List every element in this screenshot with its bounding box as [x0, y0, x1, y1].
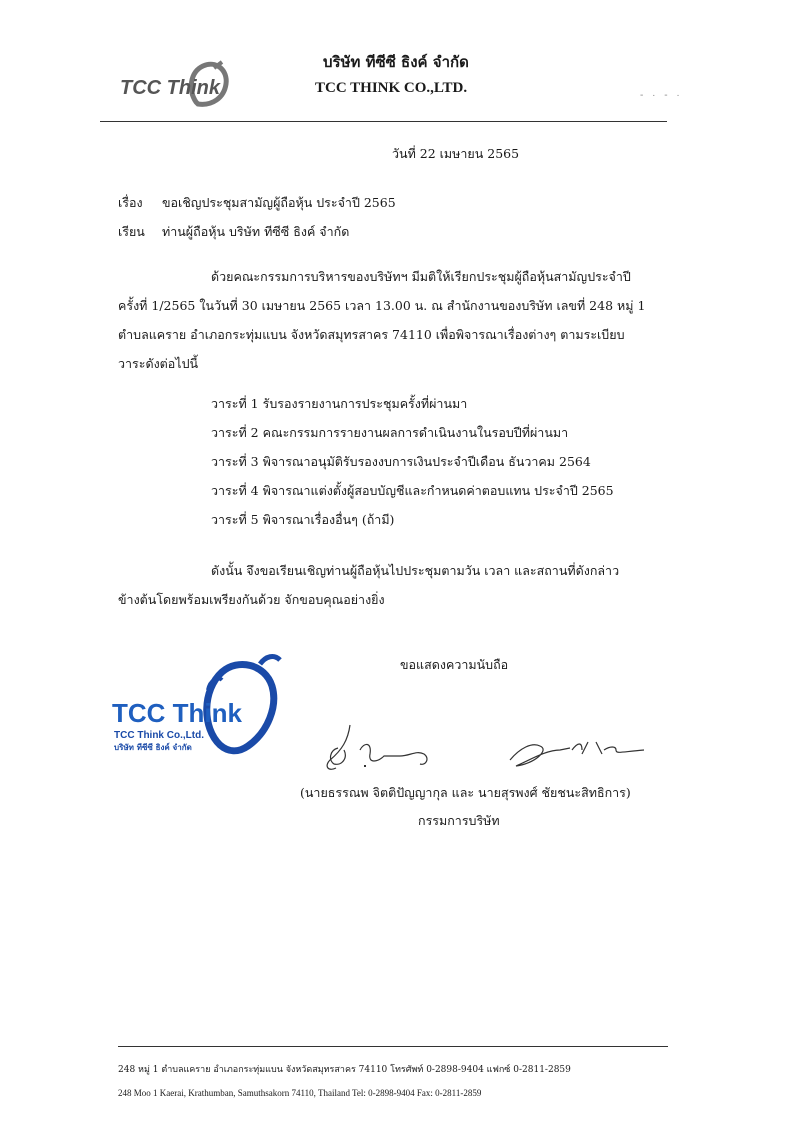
paragraph1-line: ครั้งที่ 1/2565 ในวันที่ 30 เมษายน 2565 เวลา 13.00 น. ณ สำนักงานของบริษัท เลขที่ 248 หมู่ 1: [118, 298, 646, 313]
recipient-label: เรียน: [118, 224, 145, 239]
header-divider: [100, 121, 667, 122]
agenda-item: วาระที่ 1 รับรองรายงานการประชุมครั้งที่ผ่านมา: [211, 396, 468, 411]
closing-text: ขอแสดงความนับถือ: [400, 657, 509, 672]
paragraph1-line: วาระดังต่อไปนี้: [118, 356, 199, 371]
signatory-title: กรรมการบริษัท: [418, 813, 500, 828]
header-logo-text: TCC Think: [120, 77, 220, 99]
paragraph2-line: ข้างต้นโดยพร้อมเพรียงกันด้วย จักขอบคุณอย่างยิ่ง: [118, 592, 385, 607]
stamp-line-en: TCC Think Co.,Ltd.: [114, 730, 204, 741]
signatures: [320, 720, 650, 780]
paragraph1-line: ตำบลแคราย อำเภอกระทุ่มแบน จังหวัดสมุทรสาคร 74110 เพื่อพิจารณาเรื่องต่างๆ ตามระเบียบ: [118, 327, 625, 342]
agenda-item: วาระที่ 2 คณะกรรมการรายงานผลการดำเนินงานในรอบปีที่ผ่านมา: [211, 425, 569, 440]
company-name-th: บริษัท ทีซีซี ธิงค์ จำกัด: [323, 53, 469, 71]
signatory-names: (นายธรรณพ จิตติปัญญากุล และ นายสุรพงศ์ ชัยชนะสิทธิการ): [300, 785, 631, 800]
stamp-line-th: บริษัท ทีซีซี ธิงค์ จำกัด: [114, 743, 192, 752]
agenda-item: วาระที่ 5 พิจารณาเรื่องอื่นๆ (ถ้ามี): [211, 512, 395, 527]
recipient-text: ท่านผู้ถือหุ้น บริษัท ทีซีซี ธิงค์ จำกัด: [162, 224, 350, 239]
footer-address-th: 248 หมู่ 1 ตำบลแคราย อำเภอกระทุ่มแบน จังหวัดสมุทรสาคร 74110 โทรศัพท์ 0-2898-9404 แฟกซ์ 0-2811-2859: [118, 1065, 571, 1075]
agenda-item: วาระที่ 4 พิจารณาแต่งตั้งผู้สอบบัญชีและกำหนดค่าตอบแทน ประจำปี 2565: [211, 483, 614, 498]
header-decoration: - · - ·: [640, 90, 683, 101]
footer-address-en: 248 Moo 1 Kaerai, Krathumban, Samuthsakorn 74110, Thailand Tel: 0-2898-9404 Fax: 0-2811-2859: [118, 1088, 482, 1098]
letter-date: วันที่ 22 เมษายน 2565: [392, 146, 520, 161]
footer-divider: [118, 1046, 668, 1047]
agenda-item: วาระที่ 3 พิจารณาอนุมัติรับรองงบการเงินประจำปีเดือน ธันวาคม 2564: [211, 454, 591, 469]
header-logo: [118, 60, 238, 110]
subject-label: เรื่อง: [118, 195, 143, 210]
company-name-en: TCC THINK CO.,LTD.: [315, 80, 468, 96]
company-stamp: [110, 650, 290, 760]
subject-text: ขอเชิญประชุมสามัญผู้ถือหุ้น ประจำปี 2565: [162, 195, 396, 210]
paragraph1-line: ด้วยคณะกรรมการบริหารของบริษัทฯ มีมติให้เรียกประชุมผู้ถือหุ้นสามัญประจำปี: [211, 269, 631, 284]
paragraph2-line: ดังนั้น จึงขอเรียนเชิญท่านผู้ถือหุ้นไปประชุมตามวัน เวลา และสถานที่ดังกล่าว: [211, 563, 620, 578]
stamp-logo-text: TCC Think: [112, 698, 242, 728]
